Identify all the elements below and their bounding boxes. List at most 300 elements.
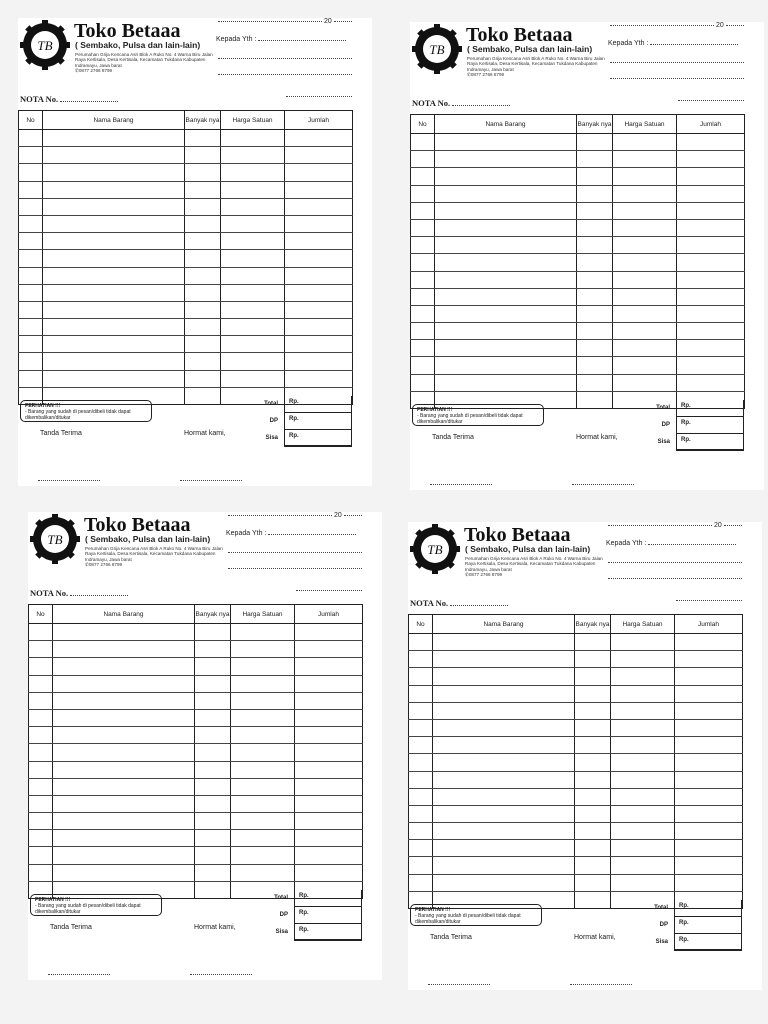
cell-banyaknya[interactable] <box>575 668 611 685</box>
cell-nama-barang[interactable] <box>43 370 185 387</box>
cell-no[interactable] <box>409 857 433 874</box>
cell-jumlah[interactable] <box>285 336 353 353</box>
cell-jumlah[interactable] <box>285 284 353 301</box>
cell-nama-barang[interactable] <box>43 164 185 181</box>
recipient-line-2[interactable] <box>608 578 742 579</box>
cell-nama-barang[interactable] <box>435 271 577 288</box>
cell-harga-satuan[interactable] <box>231 847 295 864</box>
receiver-signature-line[interactable] <box>48 974 110 975</box>
cell-jumlah[interactable] <box>295 675 363 692</box>
cell-no[interactable] <box>409 737 433 754</box>
cell-nama-barang[interactable] <box>433 634 575 651</box>
cell-no[interactable] <box>19 353 43 370</box>
cell-banyaknya[interactable] <box>195 641 231 658</box>
cell-nama-barang[interactable] <box>435 323 577 340</box>
cell-banyaknya[interactable] <box>575 719 611 736</box>
cell-no[interactable] <box>411 305 435 322</box>
cell-harga-satuan[interactable] <box>221 301 285 318</box>
cell-jumlah[interactable] <box>677 357 745 374</box>
cell-harga-satuan[interactable] <box>611 685 675 702</box>
cell-harga-satuan[interactable] <box>613 202 677 219</box>
cell-jumlah[interactable] <box>677 340 745 357</box>
total-field[interactable] <box>294 890 362 907</box>
cell-nama-barang[interactable] <box>435 374 577 391</box>
sisa-field[interactable] <box>674 934 742 951</box>
cell-banyaknya[interactable] <box>575 634 611 651</box>
cell-nama-barang[interactable] <box>435 219 577 236</box>
cell-nama-barang[interactable] <box>433 771 575 788</box>
cell-jumlah[interactable] <box>295 709 363 726</box>
sender-signature-line[interactable] <box>190 974 252 975</box>
cell-no[interactable] <box>409 719 433 736</box>
cell-no[interactable] <box>19 198 43 215</box>
cell-jumlah[interactable] <box>677 151 745 168</box>
cell-no[interactable] <box>29 658 53 675</box>
date-line[interactable] <box>228 512 378 519</box>
cell-no[interactable] <box>19 319 43 336</box>
cell-harga-satuan[interactable] <box>611 788 675 805</box>
dp-field[interactable] <box>284 413 352 430</box>
cell-nama-barang[interactable] <box>43 130 185 147</box>
cell-harga-satuan[interactable] <box>613 254 677 271</box>
cell-no[interactable] <box>411 168 435 185</box>
cell-nama-barang[interactable] <box>435 305 577 322</box>
cell-banyaknya[interactable] <box>577 357 613 374</box>
cell-harga-satuan[interactable] <box>611 823 675 840</box>
cell-nama-barang[interactable] <box>433 719 575 736</box>
cell-no[interactable] <box>19 370 43 387</box>
cell-harga-satuan[interactable] <box>611 737 675 754</box>
cell-no[interactable] <box>29 778 53 795</box>
cell-no[interactable] <box>409 771 433 788</box>
cell-banyaknya[interactable] <box>185 336 221 353</box>
cell-no[interactable] <box>29 864 53 881</box>
recipient-line-1[interactable] <box>228 552 362 553</box>
cell-no[interactable] <box>411 340 435 357</box>
cell-jumlah[interactable] <box>295 692 363 709</box>
cell-banyaknya[interactable] <box>575 771 611 788</box>
cell-no[interactable] <box>29 795 53 812</box>
cell-jumlah[interactable] <box>295 744 363 761</box>
cell-harga-satuan[interactable] <box>221 130 285 147</box>
sender-signature-line[interactable] <box>570 984 632 985</box>
cell-banyaknya[interactable] <box>195 675 231 692</box>
cell-banyaknya[interactable] <box>575 737 611 754</box>
cell-jumlah[interactable] <box>677 323 745 340</box>
cell-no[interactable] <box>411 134 435 151</box>
sender-signature-line[interactable] <box>180 480 242 481</box>
cell-harga-satuan[interactable] <box>231 864 295 881</box>
cell-banyaknya[interactable] <box>577 391 613 408</box>
cell-harga-satuan[interactable] <box>611 719 675 736</box>
cell-jumlah[interactable] <box>677 134 745 151</box>
receiver-signature-line[interactable] <box>430 484 492 485</box>
cell-harga-satuan[interactable] <box>231 675 295 692</box>
cell-no[interactable] <box>29 675 53 692</box>
cell-harga-satuan[interactable] <box>221 353 285 370</box>
cell-harga-satuan[interactable] <box>611 651 675 668</box>
cell-banyaknya[interactable] <box>195 830 231 847</box>
cell-no[interactable] <box>409 651 433 668</box>
cell-banyaknya[interactable] <box>195 778 231 795</box>
cell-jumlah[interactable] <box>677 202 745 219</box>
cell-jumlah[interactable] <box>675 668 743 685</box>
cell-jumlah[interactable] <box>285 250 353 267</box>
cell-nama-barang[interactable] <box>53 692 195 709</box>
cell-no[interactable] <box>409 823 433 840</box>
cell-harga-satuan[interactable] <box>221 198 285 215</box>
cell-harga-satuan[interactable] <box>231 692 295 709</box>
cell-banyaknya[interactable] <box>575 857 611 874</box>
cell-no[interactable] <box>29 624 53 641</box>
sisa-field[interactable] <box>284 430 352 447</box>
cell-nama-barang[interactable] <box>43 336 185 353</box>
cell-no[interactable] <box>29 744 53 761</box>
cell-harga-satuan[interactable] <box>231 778 295 795</box>
cell-jumlah[interactable] <box>677 271 745 288</box>
cell-harga-satuan[interactable] <box>221 164 285 181</box>
cell-no[interactable] <box>19 164 43 181</box>
cell-nama-barang[interactable] <box>53 761 195 778</box>
sisa-field[interactable] <box>294 924 362 941</box>
recipient-line-1[interactable] <box>610 62 744 63</box>
cell-banyaknya[interactable] <box>575 685 611 702</box>
cell-no[interactable] <box>29 692 53 709</box>
cell-nama-barang[interactable] <box>435 357 577 374</box>
cell-no[interactable] <box>411 357 435 374</box>
cell-no[interactable] <box>19 181 43 198</box>
cell-jumlah[interactable] <box>295 727 363 744</box>
cell-banyaknya[interactable] <box>577 374 613 391</box>
cell-harga-satuan[interactable] <box>231 795 295 812</box>
cell-banyaknya[interactable] <box>195 864 231 881</box>
cell-nama-barang[interactable] <box>53 624 195 641</box>
cell-harga-satuan[interactable] <box>613 271 677 288</box>
cell-nama-barang[interactable] <box>43 250 185 267</box>
cell-no[interactable] <box>411 374 435 391</box>
cell-no[interactable] <box>409 668 433 685</box>
date-line[interactable] <box>608 522 758 529</box>
cell-nama-barang[interactable] <box>53 864 195 881</box>
cell-banyaknya[interactable] <box>195 795 231 812</box>
cell-harga-satuan[interactable] <box>221 215 285 232</box>
cell-jumlah[interactable] <box>677 254 745 271</box>
cell-banyaknya[interactable] <box>575 840 611 857</box>
cell-harga-satuan[interactable] <box>221 336 285 353</box>
cell-jumlah[interactable] <box>675 857 743 874</box>
cell-banyaknya[interactable] <box>185 353 221 370</box>
cell-jumlah[interactable] <box>675 719 743 736</box>
cell-no[interactable] <box>19 336 43 353</box>
cell-nama-barang[interactable] <box>433 685 575 702</box>
cell-harga-satuan[interactable] <box>611 874 675 891</box>
cell-nama-barang[interactable] <box>53 847 195 864</box>
cell-banyaknya[interactable] <box>185 181 221 198</box>
cell-jumlah[interactable] <box>675 840 743 857</box>
cell-banyaknya[interactable] <box>185 267 221 284</box>
cell-banyaknya[interactable] <box>195 847 231 864</box>
cell-no[interactable] <box>29 709 53 726</box>
cell-nama-barang[interactable] <box>435 288 577 305</box>
cell-harga-satuan[interactable] <box>611 754 675 771</box>
cell-jumlah[interactable] <box>285 301 353 318</box>
cell-no[interactable] <box>19 233 43 250</box>
cell-harga-satuan[interactable] <box>221 233 285 250</box>
cell-jumlah[interactable] <box>677 219 745 236</box>
cell-nama-barang[interactable] <box>433 668 575 685</box>
cell-harga-satuan[interactable] <box>221 267 285 284</box>
cell-nama-barang[interactable] <box>53 813 195 830</box>
cell-banyaknya[interactable] <box>185 284 221 301</box>
cell-no[interactable] <box>411 254 435 271</box>
cell-jumlah[interactable] <box>285 370 353 387</box>
cell-jumlah[interactable] <box>295 641 363 658</box>
cell-jumlah[interactable] <box>285 267 353 284</box>
cell-no[interactable] <box>19 284 43 301</box>
cell-no[interactable] <box>409 685 433 702</box>
cell-jumlah[interactable] <box>675 788 743 805</box>
cell-harga-satuan[interactable] <box>221 284 285 301</box>
cell-jumlah[interactable] <box>675 685 743 702</box>
cell-banyaknya[interactable] <box>575 702 611 719</box>
cell-no[interactable] <box>19 147 43 164</box>
cell-nama-barang[interactable] <box>433 874 575 891</box>
cell-harga-satuan[interactable] <box>613 237 677 254</box>
cell-banyaknya[interactable] <box>185 301 221 318</box>
cell-harga-satuan[interactable] <box>611 668 675 685</box>
cell-harga-satuan[interactable] <box>221 319 285 336</box>
cell-jumlah[interactable] <box>295 864 363 881</box>
cell-banyaknya[interactable] <box>195 624 231 641</box>
cell-no[interactable] <box>411 323 435 340</box>
kepada-field[interactable] <box>216 36 346 43</box>
cell-jumlah[interactable] <box>285 181 353 198</box>
cell-harga-satuan[interactable] <box>611 840 675 857</box>
cell-banyaknya[interactable] <box>195 692 231 709</box>
recipient-line-2[interactable] <box>228 568 362 569</box>
cell-harga-satuan[interactable] <box>611 634 675 651</box>
cell-harga-satuan[interactable] <box>231 813 295 830</box>
recipient-line-1[interactable] <box>608 562 742 563</box>
cell-no[interactable] <box>29 761 53 778</box>
cell-harga-satuan[interactable] <box>231 709 295 726</box>
cell-harga-satuan[interactable] <box>231 641 295 658</box>
cell-harga-satuan[interactable] <box>231 761 295 778</box>
cell-harga-satuan[interactable] <box>613 185 677 202</box>
cell-jumlah[interactable] <box>295 795 363 812</box>
cell-harga-satuan[interactable] <box>611 857 675 874</box>
cell-jumlah[interactable] <box>677 185 745 202</box>
cell-no[interactable] <box>411 237 435 254</box>
cell-banyaknya[interactable] <box>577 202 613 219</box>
sender-signature-line[interactable] <box>572 484 634 485</box>
cell-no[interactable] <box>19 301 43 318</box>
cell-no[interactable] <box>411 185 435 202</box>
cell-harga-satuan[interactable] <box>221 181 285 198</box>
cell-harga-satuan[interactable] <box>613 168 677 185</box>
cell-jumlah[interactable] <box>285 215 353 232</box>
cell-banyaknya[interactable] <box>575 805 611 822</box>
dp-field[interactable] <box>676 417 744 434</box>
cell-no[interactable] <box>29 830 53 847</box>
cell-no[interactable] <box>409 634 433 651</box>
cell-jumlah[interactable] <box>295 813 363 830</box>
cell-no[interactable] <box>19 130 43 147</box>
cell-no[interactable] <box>411 219 435 236</box>
cell-banyaknya[interactable] <box>577 219 613 236</box>
cell-nama-barang[interactable] <box>435 185 577 202</box>
nota-number-field[interactable] <box>412 98 510 108</box>
cell-no[interactable] <box>29 813 53 830</box>
cell-nama-barang[interactable] <box>43 353 185 370</box>
cell-nama-barang[interactable] <box>53 641 195 658</box>
cell-jumlah[interactable] <box>677 374 745 391</box>
cell-jumlah[interactable] <box>675 874 743 891</box>
cell-harga-satuan[interactable] <box>231 624 295 641</box>
cell-harga-satuan[interactable] <box>613 374 677 391</box>
cell-jumlah[interactable] <box>285 353 353 370</box>
cell-banyaknya[interactable] <box>577 323 613 340</box>
cell-banyaknya[interactable] <box>577 237 613 254</box>
cell-nama-barang[interactable] <box>53 727 195 744</box>
cell-nama-barang[interactable] <box>435 340 577 357</box>
cell-nama-barang[interactable] <box>53 744 195 761</box>
cell-nama-barang[interactable] <box>435 151 577 168</box>
cell-banyaknya[interactable] <box>575 874 611 891</box>
cell-banyaknya[interactable] <box>185 164 221 181</box>
cell-banyaknya[interactable] <box>577 134 613 151</box>
cell-nama-barang[interactable] <box>435 254 577 271</box>
receiver-signature-line[interactable] <box>38 480 100 481</box>
cell-banyaknya[interactable] <box>185 147 221 164</box>
cell-banyaknya[interactable] <box>195 709 231 726</box>
nota-number-field[interactable] <box>20 94 118 104</box>
cell-no[interactable] <box>19 267 43 284</box>
cell-banyaknya[interactable] <box>577 340 613 357</box>
nota-number-field[interactable] <box>410 598 508 608</box>
cell-jumlah[interactable] <box>285 147 353 164</box>
cell-banyaknya[interactable] <box>575 823 611 840</box>
cell-nama-barang[interactable] <box>53 795 195 812</box>
cell-harga-satuan[interactable] <box>231 727 295 744</box>
cell-no[interactable] <box>29 847 53 864</box>
cell-harga-satuan[interactable] <box>613 288 677 305</box>
kepada-field[interactable] <box>608 40 738 47</box>
cell-jumlah[interactable] <box>675 823 743 840</box>
cell-harga-satuan[interactable] <box>613 340 677 357</box>
cell-banyaknya[interactable] <box>195 658 231 675</box>
cell-jumlah[interactable] <box>295 761 363 778</box>
total-field[interactable] <box>676 400 744 417</box>
receiver-signature-line[interactable] <box>428 984 490 985</box>
cell-harga-satuan[interactable] <box>221 250 285 267</box>
cell-no[interactable] <box>409 788 433 805</box>
cell-jumlah[interactable] <box>295 778 363 795</box>
dp-field[interactable] <box>674 917 742 934</box>
cell-jumlah[interactable] <box>285 233 353 250</box>
cell-nama-barang[interactable] <box>433 754 575 771</box>
cell-nama-barang[interactable] <box>433 702 575 719</box>
cell-banyaknya[interactable] <box>577 151 613 168</box>
cell-nama-barang[interactable] <box>433 651 575 668</box>
cell-banyaknya[interactable] <box>577 288 613 305</box>
kepada-field[interactable] <box>226 530 356 537</box>
cell-nama-barang[interactable] <box>433 823 575 840</box>
cell-nama-barang[interactable] <box>43 319 185 336</box>
cell-harga-satuan[interactable] <box>611 702 675 719</box>
cell-nama-barang[interactable] <box>53 778 195 795</box>
cell-nama-barang[interactable] <box>435 237 577 254</box>
cell-banyaknya[interactable] <box>577 271 613 288</box>
recipient-line-2[interactable] <box>218 74 352 75</box>
cell-banyaknya[interactable] <box>185 387 221 404</box>
cell-nama-barang[interactable] <box>43 181 185 198</box>
sisa-field[interactable] <box>676 434 744 451</box>
cell-nama-barang[interactable] <box>43 233 185 250</box>
cell-no[interactable] <box>19 250 43 267</box>
cell-no[interactable] <box>29 641 53 658</box>
nota-number-field[interactable] <box>30 588 128 598</box>
cell-nama-barang[interactable] <box>43 215 185 232</box>
cell-jumlah[interactable] <box>285 319 353 336</box>
cell-banyaknya[interactable] <box>575 651 611 668</box>
cell-banyaknya[interactable] <box>185 233 221 250</box>
cell-nama-barang[interactable] <box>53 709 195 726</box>
cell-no[interactable] <box>411 202 435 219</box>
cell-jumlah[interactable] <box>677 168 745 185</box>
cell-jumlah[interactable] <box>677 237 745 254</box>
cell-nama-barang[interactable] <box>43 267 185 284</box>
cell-harga-satuan[interactable] <box>231 744 295 761</box>
cell-jumlah[interactable] <box>675 651 743 668</box>
cell-harga-satuan[interactable] <box>613 219 677 236</box>
cell-harga-satuan[interactable] <box>613 305 677 322</box>
cell-nama-barang[interactable] <box>435 202 577 219</box>
cell-banyaknya[interactable] <box>577 185 613 202</box>
cell-banyaknya[interactable] <box>185 130 221 147</box>
cell-no[interactable] <box>19 215 43 232</box>
cell-nama-barang[interactable] <box>43 301 185 318</box>
cell-banyaknya[interactable] <box>577 168 613 185</box>
kepada-field[interactable] <box>606 540 736 547</box>
cell-nama-barang[interactable] <box>53 830 195 847</box>
recipient-line-2[interactable] <box>610 78 744 79</box>
cell-banyaknya[interactable] <box>185 215 221 232</box>
cell-no[interactable] <box>409 874 433 891</box>
cell-banyaknya[interactable] <box>195 761 231 778</box>
cell-harga-satuan[interactable] <box>231 658 295 675</box>
recipient-line-1[interactable] <box>218 58 352 59</box>
date-line[interactable] <box>218 18 368 25</box>
cell-no[interactable] <box>409 840 433 857</box>
cell-harga-satuan[interactable] <box>613 323 677 340</box>
cell-banyaknya[interactable] <box>575 891 611 908</box>
cell-harga-satuan[interactable] <box>221 370 285 387</box>
cell-jumlah[interactable] <box>675 805 743 822</box>
cell-no[interactable] <box>411 271 435 288</box>
cell-banyaknya[interactable] <box>195 727 231 744</box>
cell-jumlah[interactable] <box>677 305 745 322</box>
cell-harga-satuan[interactable] <box>613 357 677 374</box>
cell-harga-satuan[interactable] <box>221 147 285 164</box>
cell-banyaknya[interactable] <box>577 305 613 322</box>
cell-harga-satuan[interactable] <box>613 151 677 168</box>
cell-no[interactable] <box>409 754 433 771</box>
cell-banyaknya[interactable] <box>185 198 221 215</box>
cell-banyaknya[interactable] <box>575 754 611 771</box>
dp-field[interactable] <box>294 907 362 924</box>
cell-no[interactable] <box>411 288 435 305</box>
